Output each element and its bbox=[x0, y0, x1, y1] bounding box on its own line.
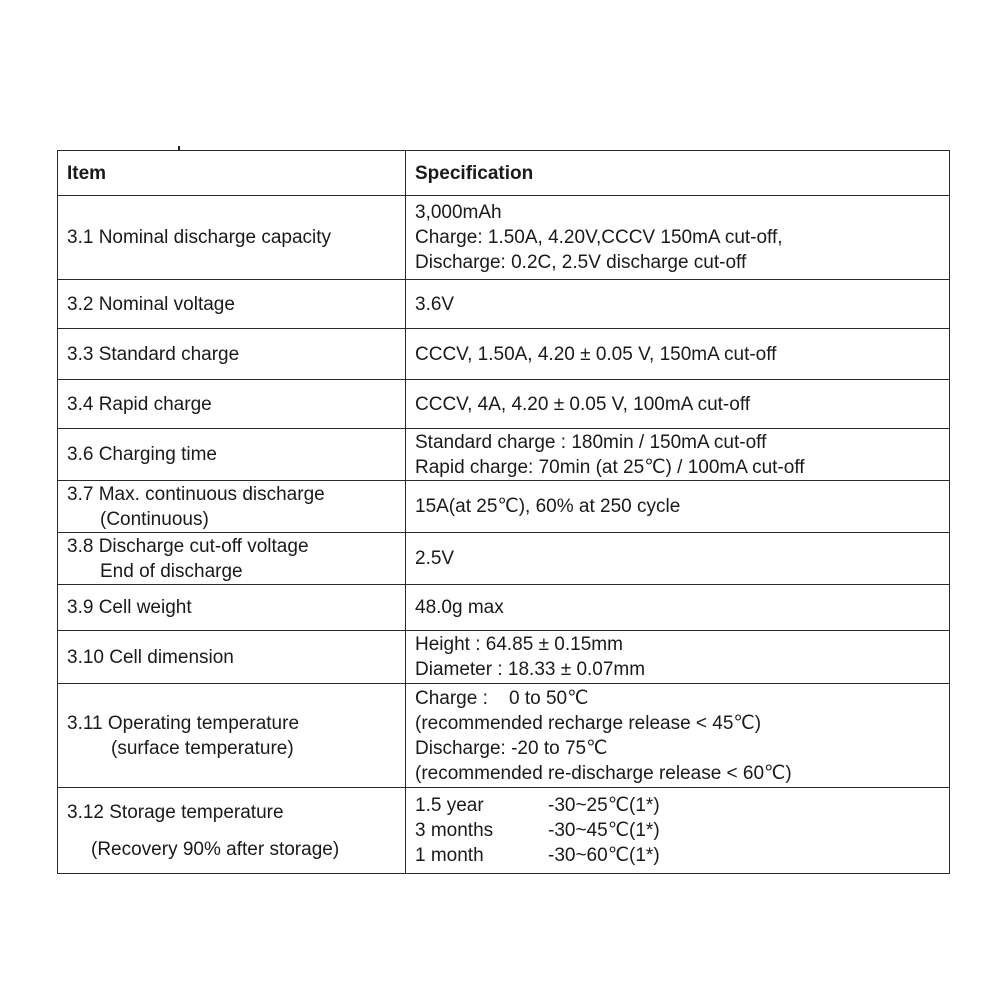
storage-period: 1 month bbox=[415, 845, 484, 866]
spec-cell bbox=[406, 329, 950, 380]
item-cell bbox=[58, 631, 406, 684]
item-label: 3.6 Charging time bbox=[67, 444, 217, 465]
spec-line: Charge: 1.50A, 4.20V,CCCV 150mA cut-off, bbox=[415, 227, 783, 248]
spec-line: 15A(at 25℃), 60% at 250 cycle bbox=[415, 496, 681, 517]
item-cell bbox=[58, 481, 406, 533]
item-label: 3.4 Rapid charge bbox=[67, 393, 212, 415]
spec-cell bbox=[406, 380, 950, 429]
table-row bbox=[58, 481, 950, 533]
item-label: 3.7 Max. continuous discharge bbox=[67, 483, 325, 505]
item-label: 3.9 Cell weight bbox=[67, 597, 192, 618]
item-sublabel: (Continuous) bbox=[100, 508, 209, 530]
item-cell bbox=[58, 429, 406, 481]
spec-cell bbox=[406, 280, 950, 329]
item-label: 3.1 Nominal discharge capacity bbox=[67, 227, 332, 248]
table-row bbox=[58, 380, 950, 429]
storage-period: 3 months bbox=[415, 820, 494, 841]
spec-line: 3.6V bbox=[415, 293, 455, 315]
item-sublabel: End of discharge bbox=[100, 560, 243, 582]
item-label: 3.3 Standard charge bbox=[67, 343, 240, 365]
storage-range: -30~45℃(1*) bbox=[548, 820, 660, 841]
table-row bbox=[58, 280, 950, 329]
spec-cell bbox=[406, 429, 950, 481]
spec-line: Discharge: 0.2C, 2.5V discharge cut-off bbox=[415, 252, 747, 273]
table-row bbox=[58, 329, 950, 380]
spec-cell bbox=[406, 533, 950, 585]
item-label: 3.2 Nominal voltage bbox=[67, 293, 235, 315]
item-cell bbox=[58, 585, 406, 631]
item-cell bbox=[58, 380, 406, 429]
storage-row bbox=[415, 818, 949, 843]
table-row bbox=[58, 585, 950, 631]
table-row bbox=[58, 196, 950, 280]
specification-table bbox=[57, 150, 950, 874]
spec-line: (recommended recharge release < 45℃) bbox=[415, 712, 762, 734]
item-sublabel: (Recovery 90% after storage) bbox=[91, 838, 340, 860]
spec-line: Standard charge : 180min / 150mA cut-off bbox=[415, 431, 767, 453]
spec-cell bbox=[406, 196, 950, 280]
spec-line: Discharge: -20 to 75℃ bbox=[415, 737, 608, 759]
item-label: 3.12 Storage temperature bbox=[67, 801, 284, 823]
spec-line: 2.5V bbox=[415, 548, 455, 569]
spec-line: CCCV, 4A, 4.20 ± 0.05 V, 100mA cut-off bbox=[415, 393, 751, 415]
item-cell bbox=[58, 196, 406, 280]
storage-range: -30~60℃(1*) bbox=[548, 845, 660, 866]
spec-line: 3,000mAh bbox=[415, 202, 502, 223]
item-label: 3.10 Cell dimension bbox=[67, 646, 234, 668]
item-label: 3.8 Discharge cut-off voltage bbox=[67, 535, 309, 557]
spec-line: CCCV, 1.50A, 4.20 ± 0.05 V, 150mA cut-off bbox=[415, 343, 777, 365]
header-item: Item bbox=[58, 151, 406, 196]
table-row bbox=[58, 533, 950, 585]
item-cell bbox=[58, 684, 406, 788]
item-cell bbox=[58, 788, 406, 874]
header-row bbox=[58, 151, 950, 196]
spec-line: 48.0g max bbox=[415, 597, 504, 618]
item-label: 3.11 Operating temperature bbox=[67, 712, 300, 734]
table-row bbox=[58, 631, 950, 684]
header-specification: Specification bbox=[406, 151, 950, 196]
spec-line: (recommended re-discharge release < 60℃) bbox=[415, 762, 792, 784]
spec-cell bbox=[406, 788, 950, 874]
item-cell bbox=[58, 280, 406, 329]
table-row bbox=[58, 429, 950, 481]
spec-line: Charge : 0 to 50℃ bbox=[415, 687, 589, 709]
spec-cell bbox=[406, 684, 950, 788]
table-row bbox=[58, 788, 950, 874]
storage-row bbox=[415, 843, 949, 868]
spec-cell bbox=[406, 585, 950, 631]
table-row bbox=[58, 684, 950, 788]
spec-cell bbox=[406, 481, 950, 533]
storage-period: 1.5 year bbox=[415, 795, 484, 816]
spec-line: Height : 64.85 ± 0.15mm bbox=[415, 634, 623, 655]
storage-range: -30~25℃(1*) bbox=[548, 795, 660, 816]
item-cell bbox=[58, 533, 406, 585]
spec-cell bbox=[406, 631, 950, 684]
item-sublabel: (surface temperature) bbox=[111, 737, 294, 759]
storage-row bbox=[415, 793, 949, 818]
spec-line: Rapid charge: 70min (at 25℃) / 100mA cut-off bbox=[415, 456, 805, 478]
spec-line: Diameter : 18.33 ± 0.07mm bbox=[415, 659, 646, 680]
item-cell bbox=[58, 329, 406, 380]
